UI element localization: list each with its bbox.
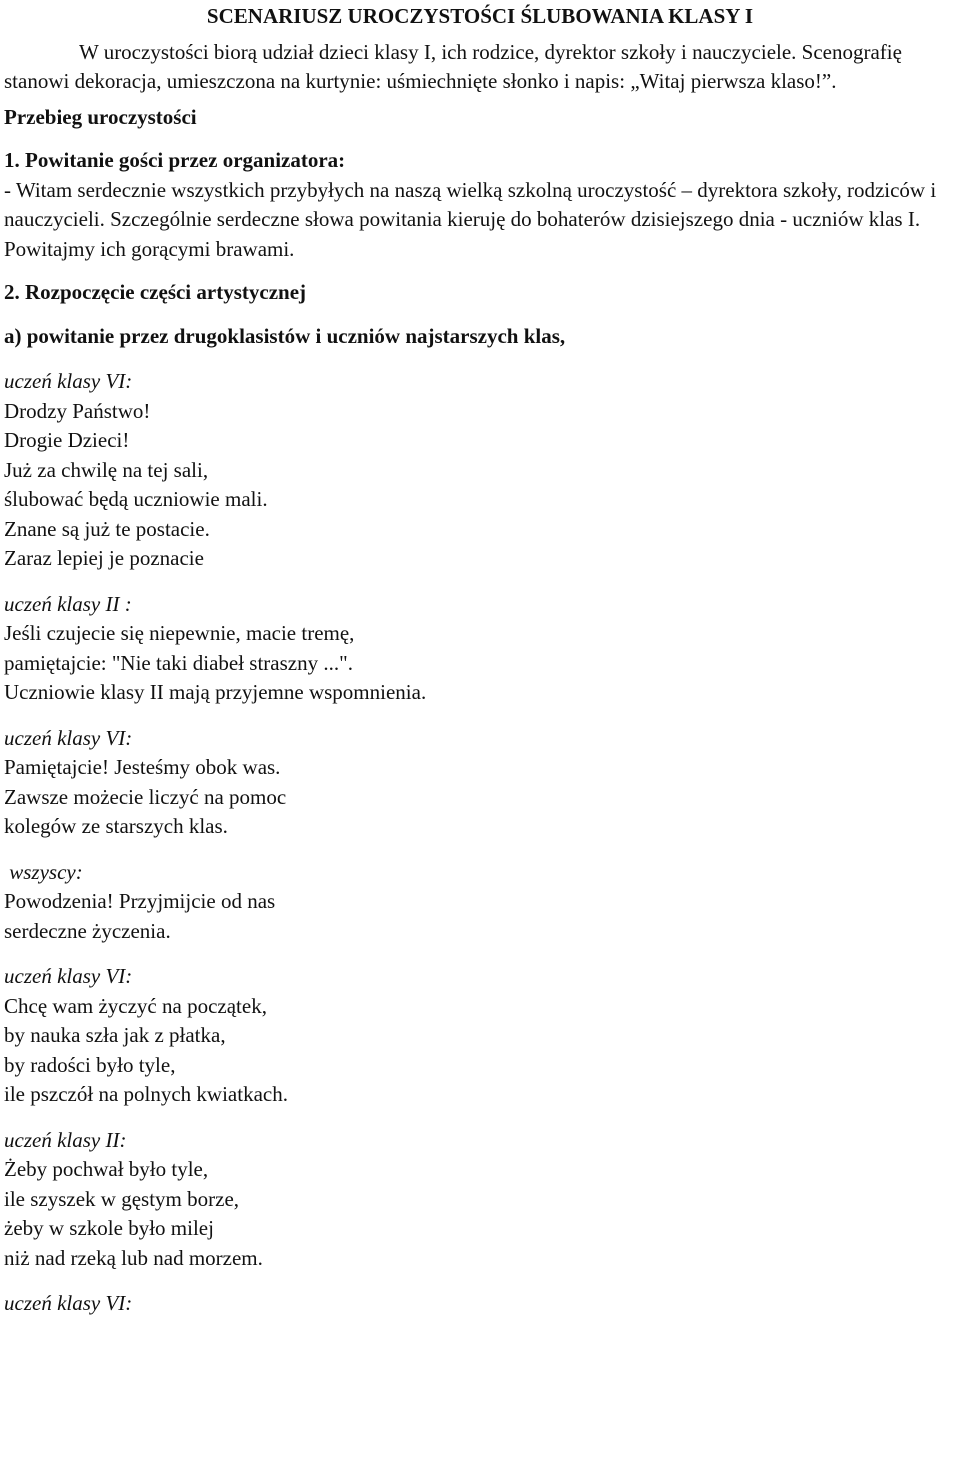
verse-line: Drodzy Państwo! <box>4 398 151 423</box>
section-1-body: - Witam serdecznie wszystkich przybyłych na naszą wielką szkolną uroczystość – dyrektora szkoły, rodziców i nauczycieli. Szczególnie serdeczne słowa powitania kieruję do bohaterów dzisiejszego dnia - uczniów klas I. Powitajmy ich gorącymi brawami. <box>4 177 937 261</box>
speaker-label: uczeń klasy VI: <box>4 725 133 750</box>
spacer <box>4 264 956 278</box>
spacer <box>4 1110 956 1126</box>
spacer <box>4 1273 956 1289</box>
verse-line: Uczniowie klasy II mają przyjemne wspomnienia. <box>4 680 427 704</box>
verse-line: Żeby pochwał było tyle, <box>4 1157 209 1181</box>
verse-line: Zawsze możecie liczyć na pomoc <box>4 784 287 809</box>
verse-line: by nauka szła jak z płatka, <box>4 1023 226 1047</box>
spacer <box>4 351 956 367</box>
verse-line: Znane są już te postacie. <box>4 516 210 541</box>
spacer <box>4 708 956 724</box>
document-page <box>4 2 956 1319</box>
spacer <box>4 842 956 858</box>
verse-line: Już za chwilę na tej sali, <box>4 457 209 482</box>
verse-line: kolegów ze starszych klas. <box>4 814 228 838</box>
verses-list <box>4 351 956 1319</box>
speaker-label: uczeń klasy VI: <box>4 369 133 393</box>
verse-line: serdeczne życzenia. <box>4 918 171 943</box>
verse-line: by radości było tyle, <box>4 1052 176 1077</box>
speaker-label: uczeń klasy VI: <box>4 1291 133 1315</box>
verse-line: Drogie Dzieci! <box>4 428 130 452</box>
verse-line: ślubować będą uczniowie mali. <box>4 487 268 511</box>
verse-block <box>4 858 956 947</box>
verse-block <box>4 590 956 708</box>
intro-paragraph: W uroczystości biorą udział dzieci klasy I, ich rodzice, dyrektor szkoły i nauczyciele. Scenografię stanowi dekoracja, umieszczona na kurtynie: uśmiechnięte słonko i napis: „Witaj pierwsza klaso!”. <box>4 39 902 93</box>
verse-line: pamiętajcie: "Nie taki diabeł straszny ...". <box>4 650 353 675</box>
verse-line: Jeśli czujecie się niepewnie, macie tremę, <box>4 621 355 645</box>
speaker-label: uczeń klasy II : <box>4 591 132 616</box>
document-title: SCENARIUSZ UROCZYSTOŚCI ŚLUBOWANIA KLASY I <box>206 4 754 28</box>
verse-block <box>4 724 956 842</box>
verse-line: Zaraz lepiej je poznacie <box>4 546 204 570</box>
speaker-label: wszyscy: <box>4 859 83 884</box>
section-2-heading: 2. Rozpoczęcie części artystycznej <box>4 280 307 304</box>
verse-line: Pamiętajcie! Jesteśmy obok was. <box>4 755 281 779</box>
verse-block <box>4 367 956 574</box>
section-2-subheading: a) powitanie przez drugoklasistów i uczniów najstarszych klas, <box>4 323 566 348</box>
verse-line: żeby w szkole było milej <box>4 1216 214 1240</box>
speaker-label: uczeń klasy VI: <box>4 964 133 988</box>
spacer <box>4 946 956 962</box>
verse-block <box>4 962 956 1110</box>
verse-block <box>4 1289 956 1319</box>
verse-line: Powodzenia! Przyjmijcie od nas <box>4 889 276 913</box>
spacer <box>4 308 956 322</box>
verse-line: ile szyszek w gęstym borze, <box>4 1186 240 1211</box>
verse-block <box>4 1126 956 1274</box>
spacer <box>4 132 956 146</box>
program-heading: Przebieg uroczystości <box>4 104 197 129</box>
section-1-heading: 1. Powitanie gości przez organizatora: <box>4 148 346 172</box>
speaker-label: uczeń klasy II: <box>4 1127 127 1152</box>
spacer <box>4 574 956 590</box>
verse-line: ile pszczół na polnych kwiatkach. <box>4 1082 288 1106</box>
verse-line: niż nad rzeką lub nad morzem. <box>4 1245 263 1270</box>
verse-line: Chcę wam życzyć na początek, <box>4 993 267 1018</box>
